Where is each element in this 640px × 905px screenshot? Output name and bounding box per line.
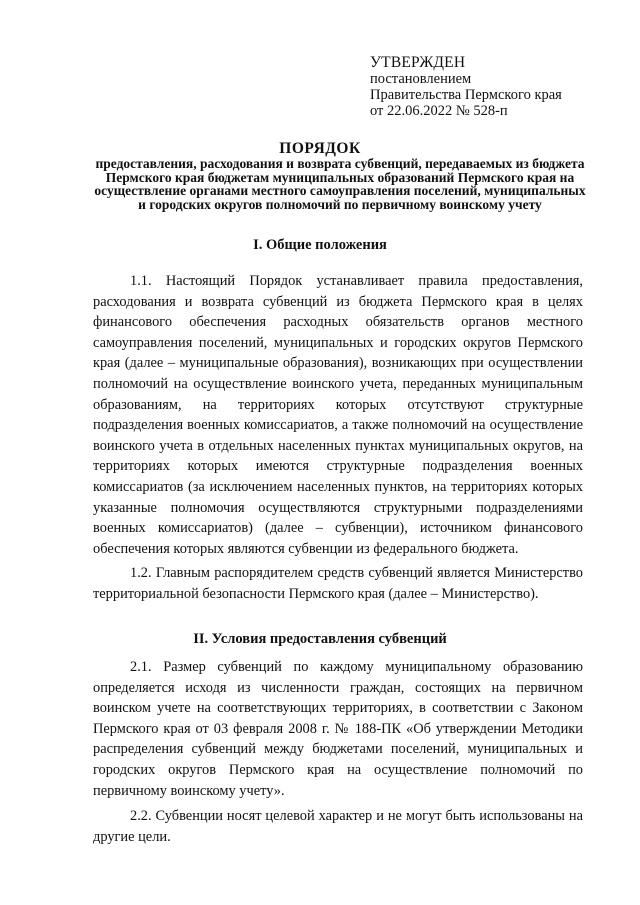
section-title: II. Условия предоставления субвенций bbox=[193, 631, 447, 647]
paragraph: 2.2. Субвенции носят целевой характер и не могут быть использованы на другие цели. bbox=[93, 808, 583, 845]
approval-stamp bbox=[370, 55, 620, 119]
paragraph: 1.1. Настоящий Порядок устанавливает правила предоставления, расходования и возврата субвенций из бюджета Пермского края в целях финансового обеспечения расходных обязательств органов местного самоуправления поселений, муниципальных и городских округов Пермского края (далее – муниципальные образования), возникающих при осуществлении полномочий на осуществление воинского учета, переданных муниципальным образованиям, на территориях которых отсутствуют структурные подразделения военных комиссариатов, а также полномочий на осуществление воинского учета в отдельных населенных пунктах муниципальных округов, на территориях которых имеются структурные подразделения военных комиссариатов (за исключением населенных пунктов, на территориях которых указанные полномочия осуществляются структурными подразделениями военных комиссариатов) (далее – субвенции), источником финансового обеспечения которых являются субвенции из федерального бюджета. bbox=[93, 273, 583, 557]
approval-heading: УТВЕРЖДЕН bbox=[370, 54, 466, 71]
approval-line: от 22.06.2022 № 528-п bbox=[370, 103, 508, 119]
paragraph: 1.2. Главным распорядителем средств субвенций является Министерство территориальной безопасности Пермского края (далее – Министерство). bbox=[93, 565, 583, 602]
document-subtitle: предоставления, расходования и возврата субвенций, передаваемых из бюджета Пермского края бюджетам муниципальных образований Пермского края на осуществление органами местного самоуправления поселений, муниципальных и городских округов полномочий по первичному воинскому учету bbox=[94, 156, 586, 212]
document-title: ПОРЯДОК bbox=[279, 140, 361, 157]
approval-line: Правительства Пермского края bbox=[370, 87, 562, 103]
section-title: I. Общие положения bbox=[253, 237, 387, 253]
paragraph: 2.1. Размер субвенций по каждому муниципальному образованию определяется исходя из численности граждан, состоящих на первичном воинском учете на соответствующих территориях, в соответствии с Законом Пермского края от 03 февраля 2008 г. № 188-ПК «Об утверждении Методики распределения субвенций между бюджетами поселений, муниципальных и городских округов Пермского края на осуществление полномочий по первичному воинскому учету». bbox=[93, 659, 583, 799]
approval-line: постановлением bbox=[370, 71, 472, 87]
